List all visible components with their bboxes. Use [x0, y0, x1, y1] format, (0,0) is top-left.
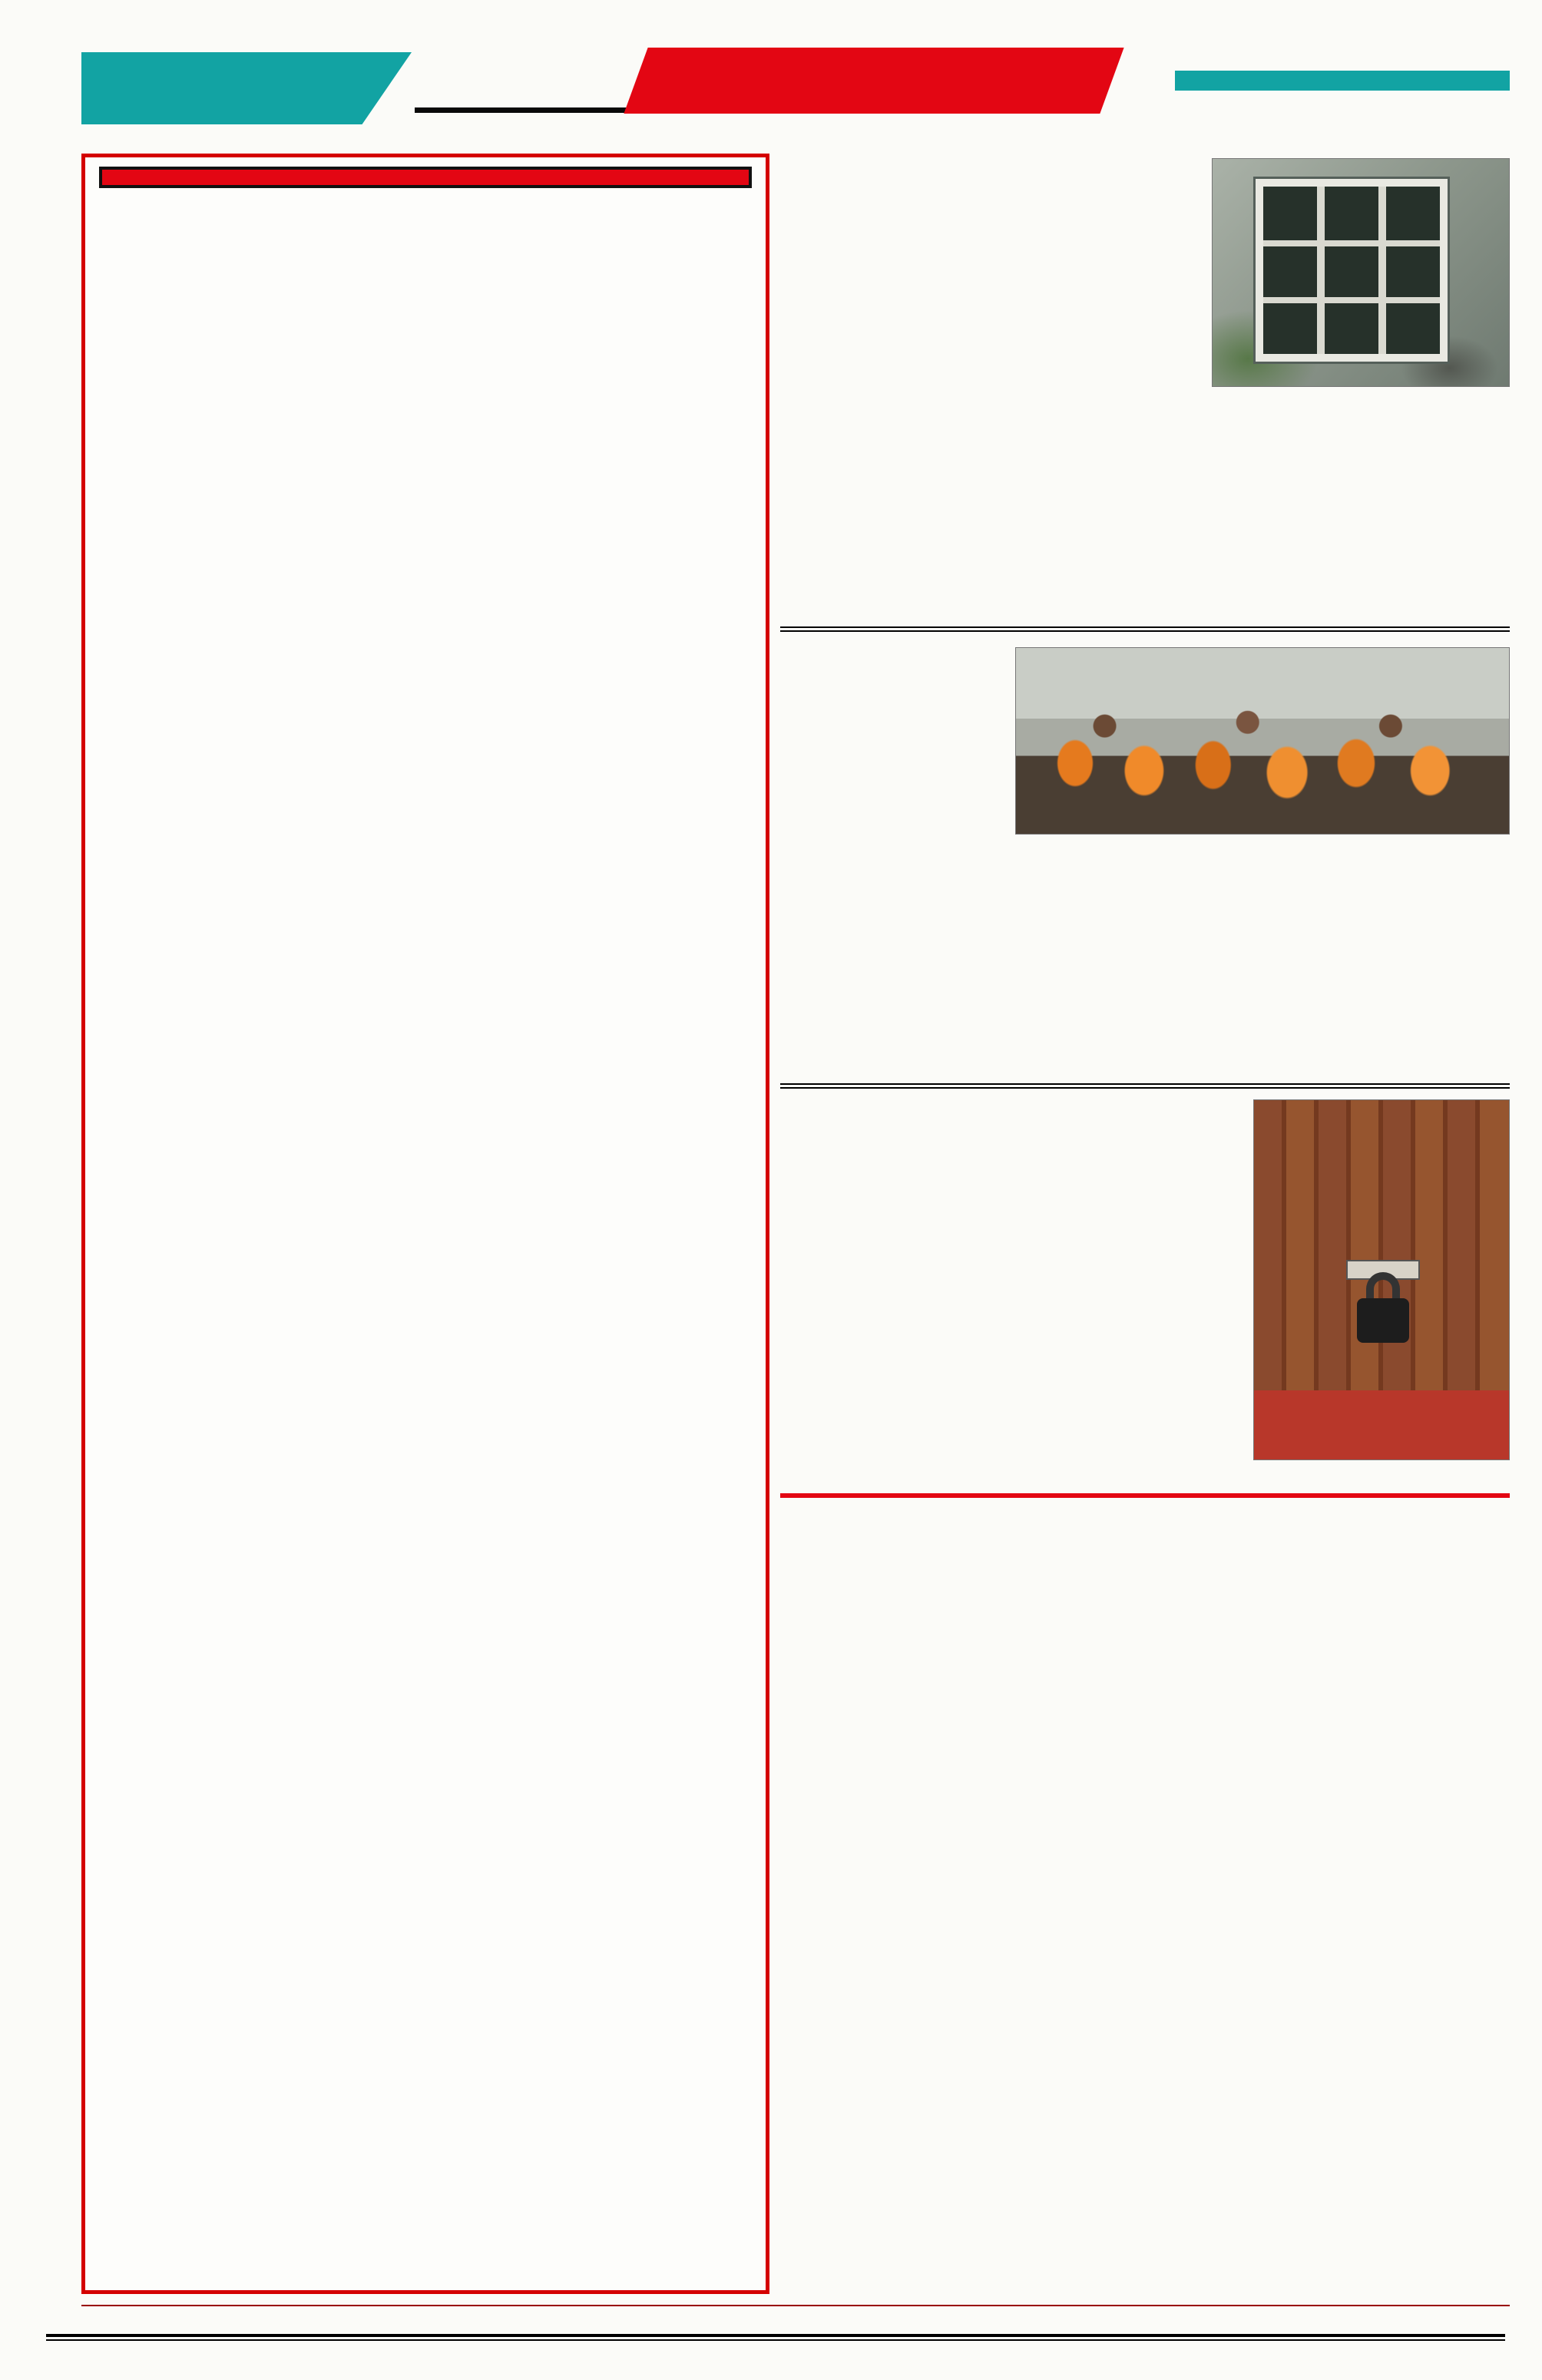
article-bus-protest: [780, 1506, 1510, 1814]
article1-body: [780, 164, 1201, 167]
office-wall-window-photo: [1212, 158, 1510, 387]
article4-body: [780, 1513, 1510, 1814]
locked-door-photo: [1253, 1099, 1510, 1460]
section3-body: [96, 200, 755, 203]
section-banner: [624, 48, 1123, 114]
article3-photo-column: [1253, 1099, 1510, 1477]
article-separator: [780, 626, 1510, 632]
header-teal-bar: [1175, 71, 1510, 91]
footer-rule: [46, 2334, 1505, 2341]
imprint-line: [81, 2305, 1510, 2309]
continuation-banner: [99, 167, 752, 188]
right-column: [780, 150, 1510, 1814]
section5-body: [96, 216, 755, 219]
front-page-continuation-article: [81, 154, 769, 2294]
ganesh-procession-photo: [1015, 647, 1510, 835]
article-separator-red: [780, 1493, 1510, 1498]
article1-photo-column: [1212, 158, 1510, 619]
masthead-teal-block: [81, 52, 412, 124]
article2-names-columns: [780, 845, 1510, 1076]
article-ganesh-visarjan: [780, 640, 1510, 1096]
article3-body: [780, 1099, 1243, 1477]
padlock-icon: [1357, 1298, 1409, 1343]
article-kbjnl-office-wall: [780, 150, 1510, 640]
article-separator: [780, 1083, 1510, 1089]
window-grill-graphic: [1256, 179, 1448, 362]
article-house-theft: [780, 1096, 1510, 1506]
